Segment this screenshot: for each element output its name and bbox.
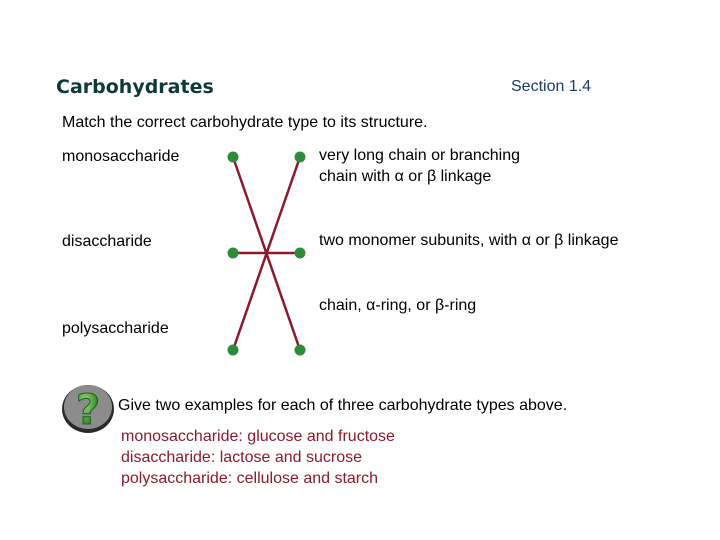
answer-monosaccharide: monosaccharide: glucose and fructose [121,428,395,445]
right-dot-2 [295,248,306,259]
question-mark-icon [60,380,116,436]
left-dot-3 [228,345,239,356]
term-polysaccharide: polysaccharide [62,320,169,337]
answer-polysaccharide: polysaccharide: cellulose and starch [121,470,379,487]
term-disaccharide: disaccharide [62,233,152,250]
answer-disaccharide: disaccharide: lactose and sucrose [121,449,363,466]
description-line: chain with α or β linkage [319,168,492,185]
description-line: very long chain or branching [319,147,521,164]
left-dot-2 [228,248,239,259]
term-monosaccharide: monosaccharide [62,148,180,165]
svg-text:?: ? [75,385,101,434]
page-title: Carbohydrates [56,76,214,98]
description-line: chain, α-ring, or β-ring [319,297,477,314]
left-dot-1 [228,152,239,163]
description-line: two monomer subunits, with α or β linkage [319,232,619,249]
section-label: Section 1.4 [511,78,592,95]
right-dot-1 [295,152,306,163]
answers-list [121,426,395,489]
instruction-text: Match the correct carbohydrate type to its structure. [62,114,428,131]
question-text: Give two examples for each of three carbohydrate types above. [118,397,568,414]
right-dot-3 [295,345,306,356]
